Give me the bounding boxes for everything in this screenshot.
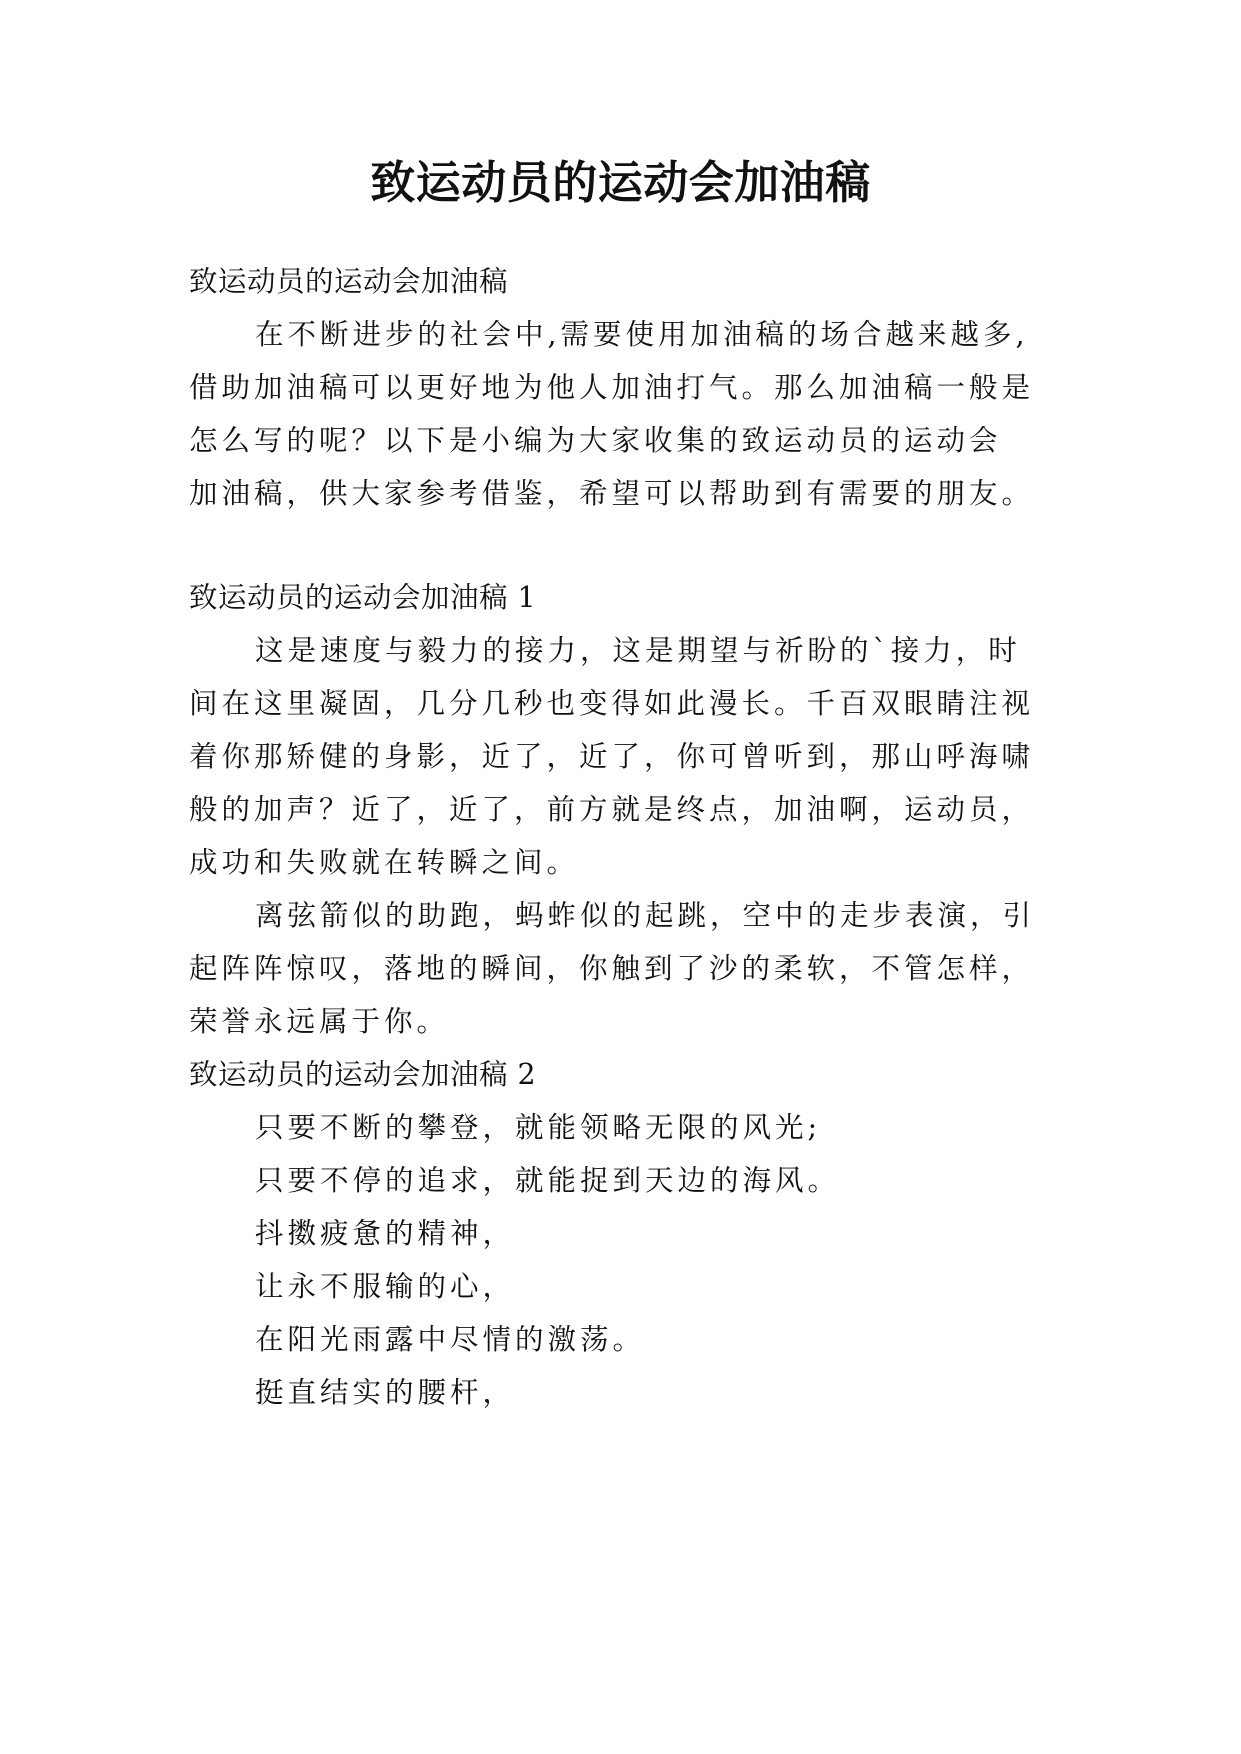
paragraph-line: 离弦箭似的助跑，蚂蚱似的起跳，空中的走步表演，引 xyxy=(255,899,1036,932)
poem-line: 让永不服输的心， xyxy=(255,1270,516,1303)
paragraph-line: 荣誉永远属于你。 xyxy=(189,1005,450,1038)
section-heading-intro: 致运动员的运动会加油稿 xyxy=(189,265,509,298)
poem-line: 只要不停的追求，就能捉到天边的海风。 xyxy=(255,1164,841,1197)
poem-line: 挺直结实的腰杆， xyxy=(255,1376,516,1409)
paragraph-line: 加油稿，供大家参考借鉴，希望可以帮助到有需要的朋友。 xyxy=(189,477,1035,510)
paragraph-line: 成功和失败就在转瞬之间。 xyxy=(189,846,580,879)
paragraph-line: 间在这里凝固，几分几秒也变得如此漫长。千百双眼睛注视 xyxy=(189,687,1035,720)
paragraph-line: 在不断进步的社会中,需要使用加油稿的场合越来越多, xyxy=(255,318,1029,351)
poem-line: 抖擞疲惫的精神， xyxy=(255,1217,516,1250)
paragraph-line: 般的加声？近了，近了，前方就是终点，加油啊，运动员， xyxy=(189,793,1035,826)
paragraph-line: 起阵阵惊叹，落地的瞬间，你触到了沙的柔软，不管怎样， xyxy=(189,952,1035,985)
paragraph-line: 怎么写的呢？以下是小编为大家收集的致运动员的运动会 xyxy=(189,424,1002,457)
poem-line: 只要不断的攀登，就能领略无限的风光; xyxy=(255,1111,822,1144)
section-heading-1: 致运动员的运动会加油稿 1 xyxy=(189,581,537,614)
section-heading-2: 致运动员的运动会加油稿 2 xyxy=(189,1058,537,1091)
paragraph-line: 着你那矫健的身影，近了，近了，你可曾听到，那山呼海啸 xyxy=(189,740,1035,773)
paragraph-line: 借助加油稿可以更好地为他人加油打气。那么加油稿一般是 xyxy=(189,371,1035,404)
document-title: 致运动员的运动会加油稿 xyxy=(370,156,871,209)
paragraph-line: 这是速度与毅力的接力，这是期望与祈盼的`接力，时 xyxy=(255,634,1021,667)
poem-line: 在阳光雨露中尽情的激荡。 xyxy=(255,1323,646,1356)
